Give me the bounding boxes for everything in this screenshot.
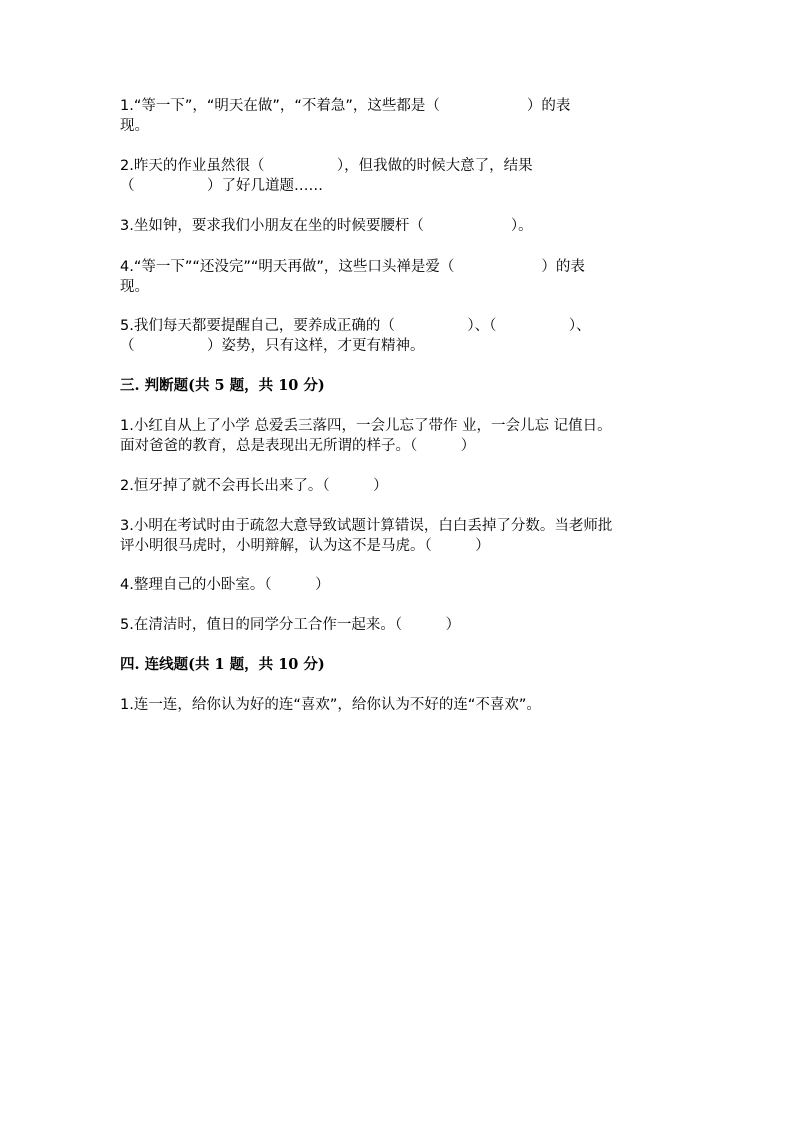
- judge-question-1: [120, 416, 680, 456]
- question-text-line: 5.在清洁时，值日的同学分工合作一起来。（ ）: [120, 617, 461, 633]
- question-text-line: 1.“等一下”，“明天在做”，“不着急”，这些都是（ ）的表: [120, 98, 571, 114]
- question-text-line: 现。: [120, 279, 149, 295]
- question-text-line: 4.“等一下”“还没完”“明天再做”，这些口头禅是爱（ ）的表: [120, 259, 585, 275]
- judge-question-3: [120, 516, 680, 556]
- match-question-1: [120, 695, 680, 715]
- question-text-line: 2.昨天的作业虽然很（ ），但我做的时候大意了，结果: [120, 158, 533, 174]
- section-heading-judge: 三. 判断题(共 5 题，共 10 分): [120, 377, 325, 394]
- question-text-line: 1.小红自从上了小学 总爱丢三落四，一会儿忘了带作 业，一会儿忘 记值日。: [120, 418, 612, 434]
- judge-question-4: [120, 575, 680, 595]
- question-text-line: 2.恒牙掉了就不会再长出来了。（ ）: [120, 478, 388, 494]
- question-text-line: 面对爸爸的教育，总是表现出无所谓的样子。（ ）: [120, 438, 476, 454]
- fill-blank-question-2: [120, 156, 680, 196]
- question-text-line: （ ）姿势，只有这样，才更有精神。: [120, 338, 425, 354]
- judge-question-2: [120, 476, 680, 496]
- question-text-line: 评小明很马虎时，小明辩解，认为这不是马虎。（ ）: [120, 538, 490, 554]
- fill-blank-question-5: [120, 316, 680, 356]
- question-text-line: 5.我们每天都要提醒自己，要养成正确的（ ）、（ ）、: [120, 318, 591, 334]
- question-text-line: 4.整理自己的小卧室。（ ）: [120, 577, 330, 593]
- section-heading-match: 四. 连线题(共 1 题，共 10 分): [120, 656, 325, 673]
- question-text-line: 1.连一连，给你认为好的连“喜欢”，给你认为不好的连“不喜欢”。: [120, 697, 541, 713]
- question-text-line: （ ）了好几道题……: [120, 178, 323, 194]
- fill-blank-question-4: [120, 257, 680, 297]
- question-text-line: 3.坐如钟，要求我们小朋友在坐的时候要腰杆（ ）。: [120, 218, 533, 234]
- fill-blank-question-3: [120, 216, 680, 236]
- fill-blank-question-1: [120, 96, 680, 136]
- question-text-line: 3.小明在考试时由于疏忽大意导致试题计算错误，白白丢掉了分数。当老师批: [120, 518, 613, 534]
- question-text-line: 现。: [120, 118, 149, 134]
- judge-question-5: [120, 615, 680, 635]
